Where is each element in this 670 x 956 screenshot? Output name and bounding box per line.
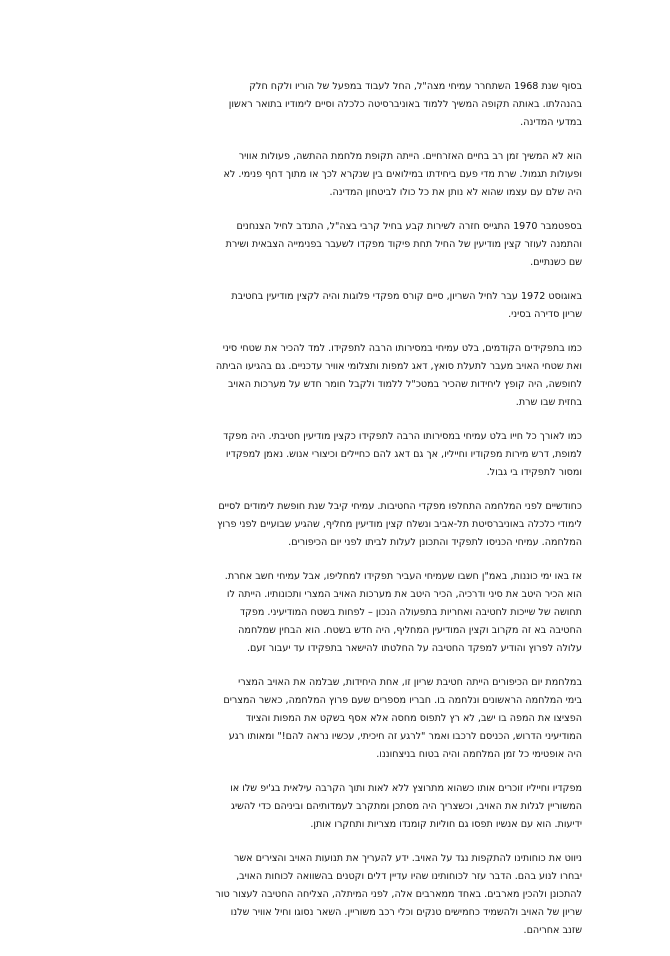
paragraph-4: באוגוסט 1972 עבר לחיל השריון, סיים קורס מפקדי פלוגות והיה לקצין מודיעין בחטיבת שריון סדירה בסיני.	[231, 291, 582, 320]
paragraph-6: כמו לאורך כל חייו בלט עמיחי במסירותו הרבה לתפקידו כקצין מודיעין חטיבתי. היה מפקד למופת, דרש מירות מפקודיו וחייליו, אך גם דאג להם כחיילים וכיצורי אנוש. נאמן למפקדיו ומסור לתפקידו בי גבול.	[223, 431, 582, 478]
paragraph-7: כחודשיים לפני המלחמה התחלפו מפקדי החטיבות. עמיחי קיבל שנת חופשת לימודים לסיים לימודי כלכלה באוניברסיטת תל-אביב ונשלח קצין מודיעין מחליף, שהגיע שבועיים לפני פרוץ המלחמה. עמיחי הכניסו לתפקיד והתכונן לעלות לביתו לפני יום הכיפורים.	[217, 501, 582, 548]
paragraph-9: במלחמת יום הכיפורים הייתה חטיבת שריון זו, אחת היחידות, שבלמה את האויב המצרי בימי המלחמה הראשונים ונלחמה בו. חבריו מספרים שעם פרוץ המלחמה, כאשר המצרים הפציצו את המפה בו ישב, לא רץ לתפוס מחסה אלא אסף בשקט את המפות והציוד המודיעיני הדרוש, הכניסם לרכבו ואמר "לרגע זה חיכיתי, עכשיו נראה להם!" ומאותו רגע היה אופטימי כל זמן המלחמה והיה בטוח בניצחוננו.	[223, 677, 582, 760]
paragraph-2: הוא לא המשיך זמן רב בחיים האזרחיים. הייתה תקופת מלחמת ההתשה, פעולות אוויר ופעולות תגמול. שרת מדי פעם ביחידתו במילואים בין שנקרא לכך או מתוך דחף פנימי. לא היה שלם עם עצמו שהוא לא נותן את כל כולו לביטחון המדינה.	[223, 151, 582, 198]
paragraph-1: בסוף שנת 1968 השתחרר עמיחי מצה"ל, החל לעבוד במפעל של הוריו ולקח חלק בהנהלתו. באותה תקופה המשיך ללמוד באוניברסיטה כלכלה וסיים לימודיו בתואר ראשון במדעי המדינה.	[228, 81, 582, 128]
paragraph-5: כמו בתפקידים הקודמים, בלט עמיחי במסירותו הרבה לתפקידו. למד להכיר את שטחי סיני ואת שטחי האויב מעבר לתעלת סואץ, דאג למפות ותצלומי אוויר עדכניים. גם בהגיעו הביתה לחופשה, היה קופץ ליחידות שהכיר במטכ"ל ללמוד ולקבל חומר חדש על מערכות האויב בחזית שבו שרת.	[215, 343, 582, 408]
paragraph-8: אז באו ימי כוננות, באמ"ן חשבו שעמיחי העביר תפקידו למחליפו, אבל עמיחי חשב אחרת. הוא הכיר היטב את סיני ודרכיה, הכיר היטב את מערכות האויב המצרי ותכונותיו. הייתה לו תחושה של שייכות לחטיבה ואחריות בתפעולה הנכון – לפחות בשטח המודיעיני. מפקד החטיבה בא זה מקרוב וקצין המודיעין המחליף, היה חדש בשטח. הוא הבחין שמלחמה עלולה לפרוץ והודיע למפקד החטיבה על החלטתו להישאר בתפקידו עד יעבור זעם.	[224, 571, 582, 654]
paragraph-3: בספטמבר 1970 התגייס חזרה לשירות קבע בחיל קרבי בצה"ל, התנדב לחיל הצנחנים והתמנה לעוזר קצין מודיעין של החיל תחת פיקוד מפקדו לשעבר בפנימייה הצבאית ושירת שם כשנתיים.	[225, 221, 582, 268]
paragraph-10: מפקדיו וחייליו זוכרים אותו כשהוא מתרוצץ ללא לאות ותוך הקרבה עילאית בג'יפ שלו או המשוריין לגלות את האויב, וכשצריך היה מסתכן ומתקרב לעמדותיהם וביניהם כדי להשיג ידיעות. הוא עם אנשיו תפסו גם חוליות קומנדו מצריות ותחקרו אותן.	[230, 783, 582, 830]
document-body	[92, 78, 582, 956]
paragraph-11: ניווט את כוחותינו להתקפות נגד על האויב. ידע להעריך את תנועות האויב והצירים אשר יבחרו לנוע בהם. הדבר עזר לכוחותינו שהיו עדיין דלים וקטנים בהשוואה לכוחות האויב, להתכונן ולהכין מארבים. באחד ממארבים אלה, לפני המיתלה, הצליחה החטיבה לעצור טור שריון של האויב ולהשמיד כחמישים טנקים וכלי רכב משוריין. השאר נסוגו וחיל אוויר שלנו שזנב אחריהם.	[215, 853, 582, 936]
